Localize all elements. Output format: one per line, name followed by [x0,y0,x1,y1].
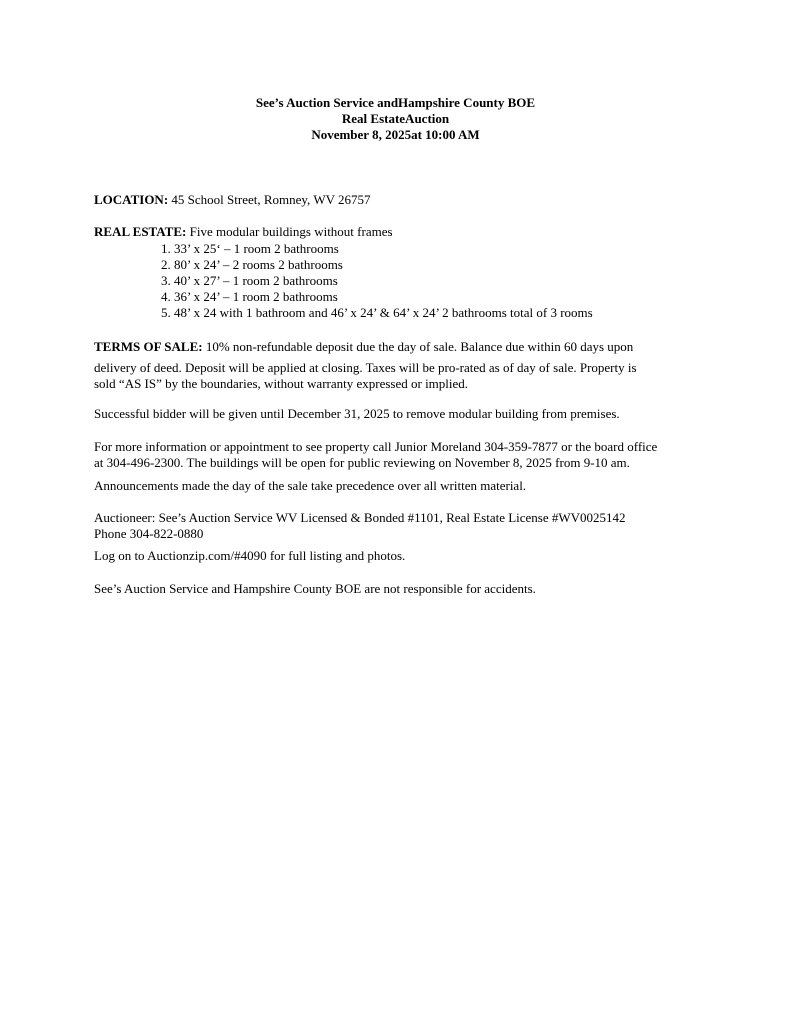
terms-label: TERMS OF SALE: [94,339,203,354]
location-value: 45 School Street, Romney, WV 26757 [168,192,371,207]
real-estate-label: REAL ESTATE: [94,224,187,239]
auctioneer-section [94,510,724,542]
building-list [161,241,593,321]
real-estate-value: Five modular buildings without frames [186,224,393,239]
header-line-title: See’s Auction Service andHampshire County BOE [255,95,536,110]
terms-text-3: sold “AS IS” by the boundaries, without warranty expressed or implied. [94,376,469,391]
more-info-line-2: at 304-496-2300. The buildings will be open for public reviewing on November 8, 2025 from 9-10 am. [94,455,630,470]
terms-text-1: 10% non-refundable deposit due the day of sale. Balance due within 60 days upon [202,339,634,354]
real-estate-section [94,224,724,240]
header-line-subtitle: Real EstateAuction [341,111,450,126]
terms-line [94,339,724,360]
document-header [0,95,791,143]
log-on-text: Log on to Auctionzip.com/#4090 for full listing and photos. [94,548,406,563]
list-item: 3. 40’ x 27’ – 1 room 2 bathrooms [161,273,338,288]
successful-bidder-text: Successful bidder will be given until December 31, 2025 to remove modular building from premises. [94,406,620,421]
location-section [94,192,724,208]
disclaimer-text: See’s Auction Service and Hampshire County BOE are not responsible for accidents. [94,581,536,596]
terms-text-2: delivery of deed. Deposit will be applied at closing. Taxes will be pro-rated as of day of sale. Property is [94,360,637,375]
list-item: 4. 36’ x 24’ – 1 room 2 bathrooms [161,289,338,304]
announcements-text: Announcements made the day of the sale take precedence over all written material. [94,478,527,493]
more-info-line-1: For more information or appointment to see property call Junior Moreland 304-359-7877 or the board office [94,439,658,454]
auctioneer-line-1: Auctioneer: See’s Auction Service WV Licensed & Bonded #1101, Real Estate License #WV0025142 [94,510,626,525]
terms-section [94,339,724,392]
list-item: 5. 48’ x 24 with 1 bathroom and 46’ x 24’ & 64’ x 24’ 2 bathrooms total of 3 rooms [161,305,593,320]
auctioneer-phone: Phone 304-822-0880 [94,526,204,541]
header-line-date: November 8, 2025at 10:00 AM [311,127,480,142]
location-label: LOCATION: [94,192,169,207]
list-item: 2. 80’ x 24’ – 2 rooms 2 bathrooms [161,257,343,272]
list-item: 1. 33’ x 25‘ – 1 room 2 bathrooms [161,241,339,256]
more-info-section [94,439,724,471]
